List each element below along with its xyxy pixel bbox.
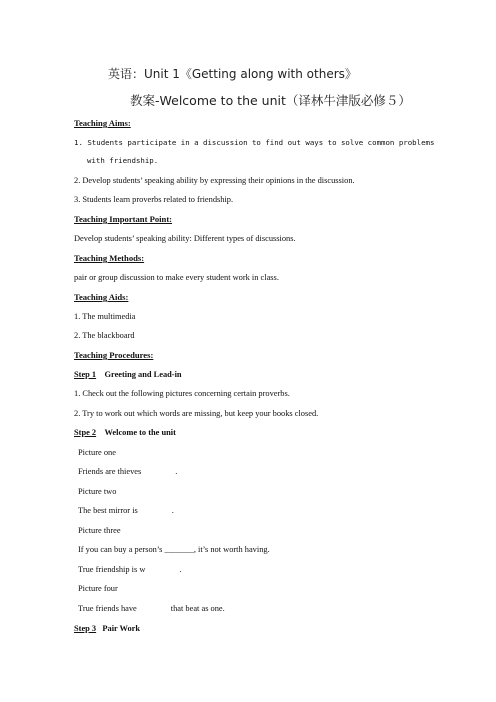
aims-item-3: 3. Students learn proverbs related to friendship. <box>74 195 234 204</box>
picture-one-label: Picture one <box>78 448 116 457</box>
aims-item-1: 1. Students participate in a discussion to find out ways to solve common problems <box>74 138 435 147</box>
step-2-title: Welcome to the unit <box>104 428 176 437</box>
step-2-label: Stpe 2 <box>74 428 97 437</box>
aids-item-1: 1. The multimedia <box>74 312 136 321</box>
step-1-heading <box>74 370 182 379</box>
picture-two-proverb <box>78 506 174 515</box>
picture-four-proverb <box>78 604 225 613</box>
important-point-text: Develop students’ speaking ability: Different types of discussions. <box>74 234 296 243</box>
aims-item-2: 2. Develop students’ speaking ability by expressing their opinions in the discussion. <box>74 176 355 185</box>
picture-three-proverb-2 <box>78 565 181 574</box>
proverb-text: The best mirror is <box>78 506 138 515</box>
step-1-label: Step 1 <box>74 370 97 379</box>
picture-four-label: Picture four <box>78 584 118 593</box>
step-1-title: Greeting and Lead-in <box>104 370 182 379</box>
aids-item-2: 2. The blackboard <box>74 331 135 340</box>
proverb-text: True friendship is w <box>78 565 146 574</box>
step-1-item-2: 2. Try to work out which words are missing, but keep your books closed. <box>74 409 319 418</box>
proverb-end: . <box>171 506 174 515</box>
step-1-item-1: 1. Check out the following pictures concerning certain proverbs. <box>74 389 290 398</box>
picture-two-label: Picture two <box>78 487 117 496</box>
document-subtitle: 教案-Welcome to the unit（译林牛津版必修５） <box>130 93 411 108</box>
aids-heading: Teaching Aids: <box>74 292 129 302</box>
methods-text: pair or group discussion to make every student work in class. <box>74 273 279 282</box>
proverb-text: True friends have <box>78 604 137 613</box>
document-title: 英语：Unit 1《Getting along with others》 <box>108 67 357 81</box>
proverb-end: . <box>179 565 182 574</box>
proverb-end: that beat as one. <box>170 604 225 613</box>
picture-three-proverb-1: If you can buy a person’s _______, it’s not worth having. <box>78 545 270 554</box>
step-3-heading <box>74 624 140 633</box>
methods-heading: Teaching Methods: <box>74 253 145 263</box>
procedures-heading: Teaching Procedures: <box>74 350 154 360</box>
step-2-heading <box>74 428 176 437</box>
aims-heading: Teaching Aims: <box>74 118 131 128</box>
proverb-text: Friends are thieves <box>78 467 142 476</box>
picture-three-label: Picture three <box>78 526 121 535</box>
step-3-label: Step 3 <box>74 624 97 633</box>
important-point-heading: Teaching Important Point: <box>74 214 173 224</box>
step-3-title: Pair Work <box>102 624 141 633</box>
proverb-end: . <box>175 467 178 476</box>
aims-item-1-cont: with friendship. <box>87 156 159 165</box>
picture-one-proverb <box>78 467 177 476</box>
